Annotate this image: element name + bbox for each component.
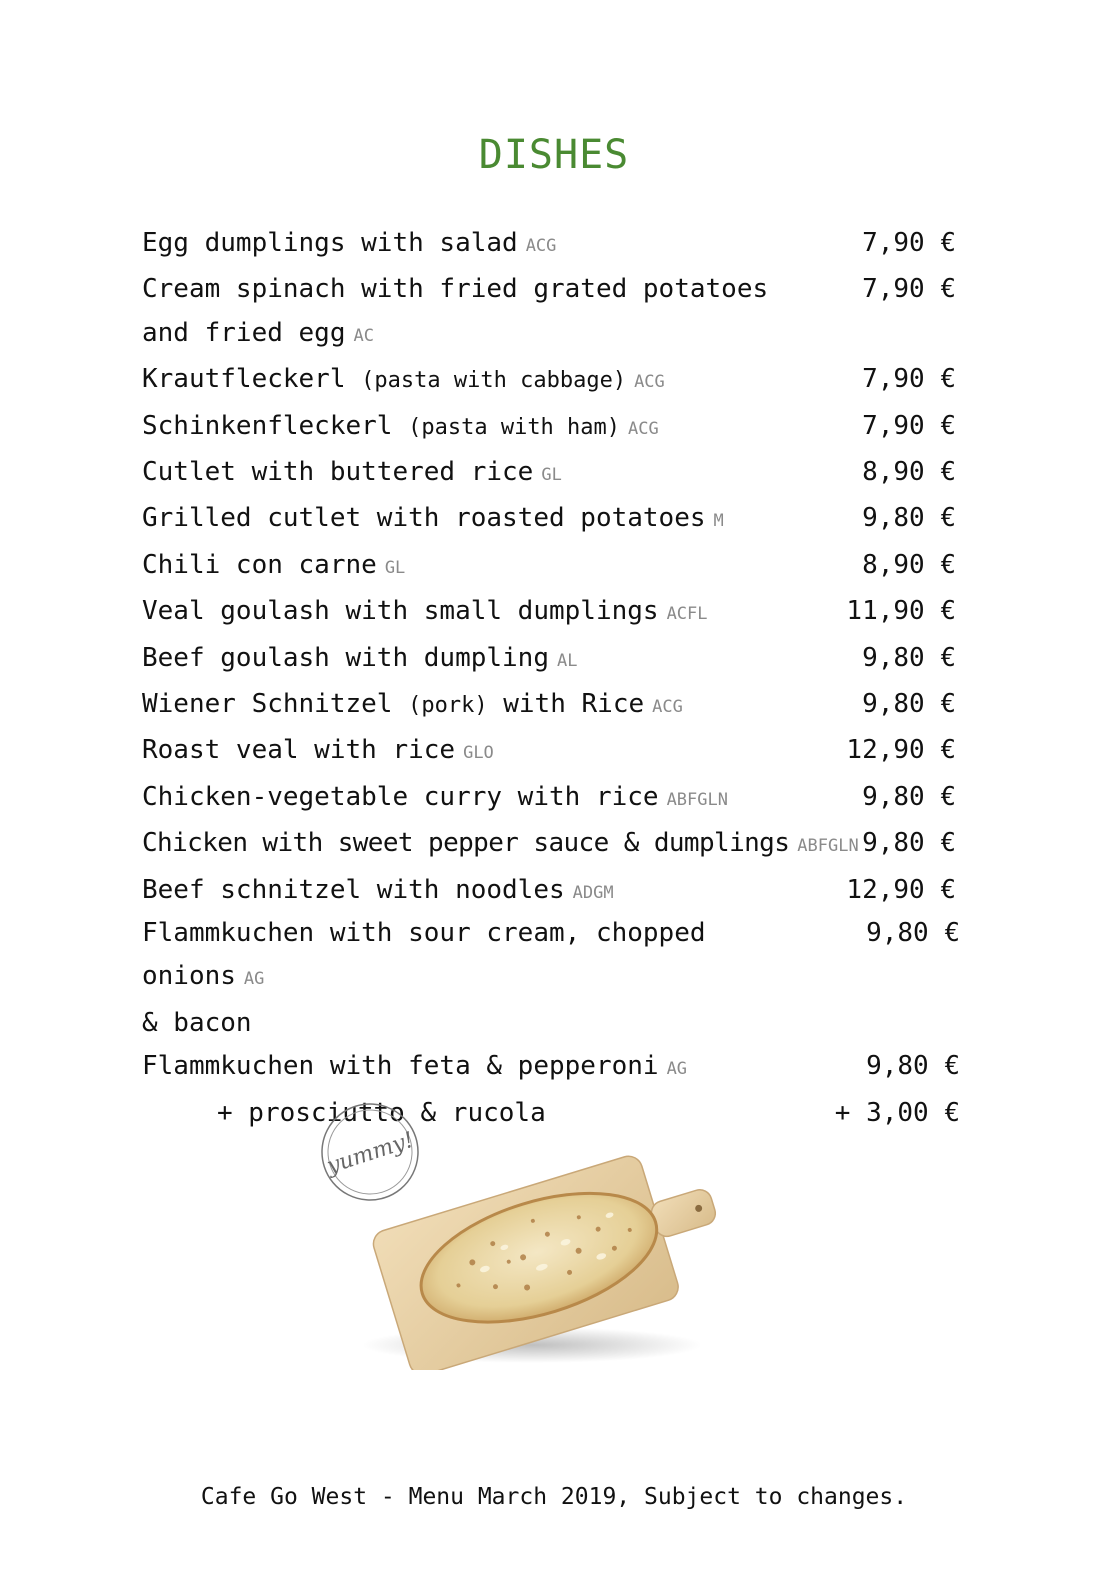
dish-name: Flammkuchen with feta & pepperoni [142,1051,659,1082]
page-title: DISHES [478,132,630,178]
list-item [142,912,972,1045]
dish-note: (pasta with cabbage) [361,368,627,394]
allergen-codes: AG [666,1059,688,1080]
list-item [142,358,972,404]
dish-name: Krautfleckerl [142,364,346,395]
allergen-codes: ABFGLN [797,836,859,857]
dish-name-suffix: with Rice [503,689,645,720]
list-item [142,497,972,543]
dish-name: Cream spinach with fried grated potatoes and fried egg [142,274,769,348]
dish-name: Beef goulash with dumpling [142,642,549,673]
dish-price: 8,90 € [862,549,956,580]
list-item [142,776,972,822]
allergen-codes: GL [541,465,562,486]
dishes-list [142,222,972,915]
dish-price: 7,90 € [862,410,956,441]
dish-price: 9,80 € [866,1051,960,1082]
dish-name: Beef schnitzel with noodles [142,874,565,905]
flammkuchen-illustration [312,1100,732,1370]
dish-price: 7,90 € [862,274,956,305]
page-footer: Cafe Go West - Menu March 2019, Subject to changes. [200,1484,908,1510]
dish-name-continued: & bacon [142,1007,252,1038]
dish-price: 8,90 € [862,457,956,488]
dish-note: (pork) [408,693,488,719]
list-item [142,451,972,497]
dish-price: 12,90 € [846,874,956,905]
allergen-codes: M [713,511,724,532]
dish-name: Veal goulash with small dumplings [142,596,659,627]
dish-name: Flammkuchen with sour cream, chopped onions [142,918,706,992]
list-item [142,869,972,915]
dish-price: 12,90 € [846,735,956,766]
dish-name: Cutlet with buttered rice [142,457,534,488]
allergen-codes: ACG [525,236,557,256]
list-item [142,729,972,775]
allergen-codes: AC [353,325,374,346]
dish-name: Chicken-vegetable curry with rice [142,781,659,812]
dish-note: (pasta with ham) [408,414,621,440]
dish-price: 7,90 € [862,228,956,258]
allergen-codes: ACFL [666,604,708,625]
allergen-codes: ACG [634,372,665,393]
allergen-codes: ACG [652,697,683,718]
list-item [142,683,972,729]
dish-price: 9,80 € [862,689,956,720]
list-item [142,222,972,268]
list-item [142,544,972,590]
list-item [142,268,972,358]
dish-price: 7,90 € [862,364,956,395]
dish-name: Egg dumplings with salad [142,228,518,258]
dish-price: 9,80 € [866,918,960,948]
allergen-codes: ADGM [572,882,614,903]
list-item [142,1045,972,1091]
allergen-codes: ACG [628,418,659,439]
yummy-stamp [312,1100,430,1212]
list-item [142,822,972,868]
dish-price: 9,80 € [862,642,956,673]
dish-name: Grilled cutlet with roasted potatoes [142,503,706,534]
dish-name: Chicken with sweet pepper sauce & dumplings [142,828,790,859]
list-item [142,405,972,451]
list-item [142,590,972,636]
dish-name: Chili con carne [142,549,377,580]
allergen-codes: GLO [463,743,494,764]
allergen-codes: GL [384,557,406,578]
dish-name: Roast veal with rice [142,735,456,766]
dish-price: 9,80 € [862,503,956,534]
dish-price: 9,80 € [862,828,956,859]
dish-name: Wiener Schnitzel [142,689,393,720]
list-item [142,637,972,683]
addon-price: + 3,00 € [834,1097,960,1128]
allergen-codes: AG [243,969,265,990]
dish-name: Schinkenfleckerl [142,410,393,441]
stamp-text: yummy! [323,1127,417,1180]
dish-price: 11,90 € [846,596,956,627]
allergen-codes: AL [557,650,578,671]
dish-price: 9,80 € [862,781,956,812]
addon-name: + prosciutto & rucola [217,1097,546,1128]
allergen-codes: ABFGLN [666,789,728,810]
